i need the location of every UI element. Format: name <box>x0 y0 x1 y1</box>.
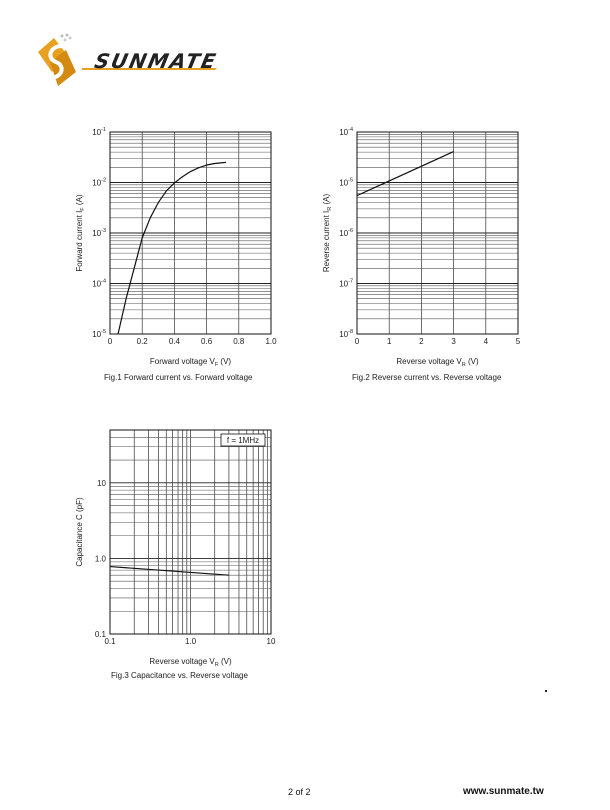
figure-1-chart <box>60 120 290 375</box>
x-axis-label: Reverse voltage $V_R$ (V) <box>396 357 479 368</box>
y-axis-label: Forward current $I_F$ (A) <box>75 194 86 272</box>
x-tick-label: 0 <box>107 337 113 346</box>
y-tick-label: 0.1 <box>94 630 106 639</box>
figure-3-caption: Fig.3 Capacitance vs. Reverse voltage <box>111 671 248 680</box>
x-tick-label: 3 <box>451 337 456 346</box>
logo-text: SUNMATE <box>92 49 220 73</box>
x-tick-label: 1.0 <box>184 637 197 646</box>
x-tick-label: 2 <box>419 337 424 346</box>
y-tick-label: $10^{-8}$ <box>339 329 353 339</box>
logo-emblem-icon <box>38 34 76 87</box>
y-axis-label: Reverse current $I_R$ (A) <box>322 193 333 273</box>
y-tick-label: $10^{-2}$ <box>92 177 106 188</box>
y-tick-label: $10^{-4}$ <box>339 127 353 137</box>
x-tick-label: 1 <box>386 337 392 346</box>
x-tick-label: 1.0 <box>265 337 277 346</box>
x-tick-label: 4 <box>483 337 489 346</box>
figure-1-caption: Fig.1 Forward current vs. Forward voltage <box>104 373 253 382</box>
series-line <box>110 567 229 576</box>
y-tick-label: $10^{-7}$ <box>339 278 353 289</box>
y-tick-label: 1.0 <box>94 554 106 564</box>
page-number: 2 of 2 <box>288 787 311 797</box>
figure-2-caption: Fig.2 Reverse current vs. Reverse voltage <box>352 373 502 382</box>
x-tick-label: 0 <box>354 337 360 346</box>
y-tick-label: $10^{-5}$ <box>92 329 106 339</box>
x-tick-label: 0.2 <box>136 337 148 346</box>
x-tick-label: 5 <box>515 337 521 346</box>
annotation-text: f = 1MHz <box>226 436 260 445</box>
y-tick-label: $10^{-6}$ <box>339 228 353 238</box>
x-axis-label: Reverse voltage $V_R$ (V) <box>149 657 232 668</box>
stray-dot <box>545 690 547 692</box>
y-axis-label: Capacitance C (pF) <box>75 497 84 567</box>
y-tick-label: 10 <box>97 478 106 488</box>
y-tick-label: $10^{-5}$ <box>339 177 353 188</box>
x-axis-label: Forward voltage $V_F$ (V) <box>149 357 232 368</box>
figure-3-chart <box>70 420 290 670</box>
x-tick-label: 10 <box>266 637 276 646</box>
x-tick-label: 0.1 <box>104 637 116 646</box>
x-tick-label: 0.4 <box>168 337 180 346</box>
x-tick-label: 0.8 <box>233 337 245 346</box>
y-tick-label: $10^{-3}$ <box>92 228 106 238</box>
y-tick-label: $10^{-1}$ <box>92 127 106 137</box>
x-tick-label: 0.6 <box>201 337 213 346</box>
website-url: www.sunmate.tw <box>463 786 544 797</box>
figure-2-chart <box>312 120 542 375</box>
y-tick-label: $10^{-4}$ <box>92 278 106 289</box>
